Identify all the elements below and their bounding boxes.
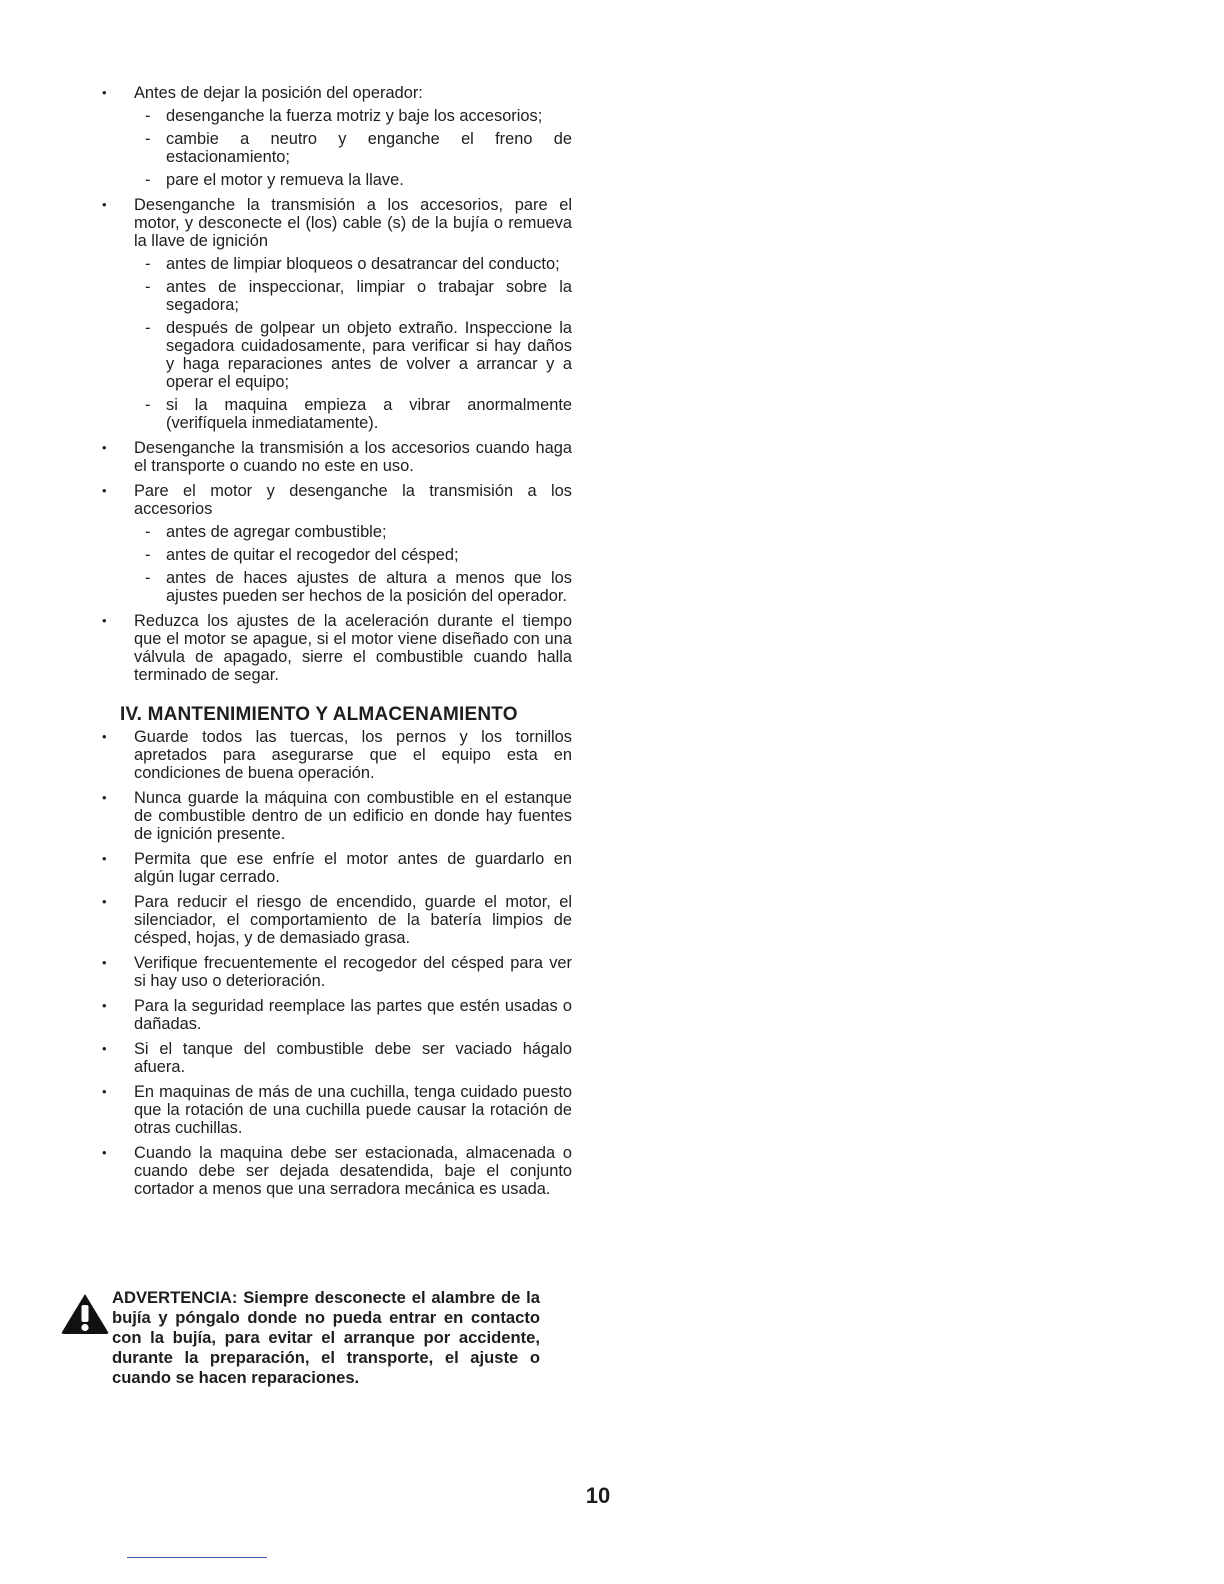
list-item-text: • Reduzca los ajustes de la aceleración durante el tiempo que el motor se apague, si el motor viene diseñado con una válvula de apagado, sierre el combustible cuando halla terminado de segar. bbox=[134, 612, 572, 684]
sub-list-item: - antes de haces ajustes de altura a menos que los ajustes pueden ser hechos de la posición del operador. bbox=[134, 569, 572, 605]
page-number: 10 bbox=[585, 1483, 611, 1508]
list-item: • Si el tanque del combustible debe ser vaciado hágalo afuera. bbox=[102, 1040, 572, 1076]
sub-list-item: - antes de inspeccionar, limpiar o trabajar sobre la segadora; bbox=[134, 278, 572, 314]
sub-list-item: - si la maquina empieza a vibrar anormalmente (verifíquela inmediatamente). bbox=[134, 396, 572, 432]
sub-list-item: - antes de agregar combustible; bbox=[134, 523, 572, 541]
list-item: • Permita que ese enfríe el motor antes de guardarlo en algún lugar cerrado. bbox=[102, 850, 572, 886]
sub-list-item: - después de golpear un objeto extraño. Inspeccione la segadora cuidadosamente, para verificar si hay daños y haga reparaciones antes de volver a arrancar y a operar el equipo; bbox=[134, 319, 572, 391]
sub-list-item: - desenganche la fuerza motriz y baje los accesorios; bbox=[134, 107, 572, 125]
sub-list-item: - antes de quitar el recogedor del césped; bbox=[134, 546, 572, 564]
divider bbox=[127, 1557, 267, 1558]
list-item-text: • Antes de dejar la posición del operador: bbox=[134, 84, 423, 102]
list-item: • Para reducir el riesgo de encendido, guarde el motor, el silenciador, el comportamiento de la batería limpios de césped, hojas, y de demasiado grasa. bbox=[102, 893, 572, 947]
sub-list bbox=[134, 107, 572, 189]
sub-list bbox=[134, 255, 572, 432]
list-item bbox=[102, 482, 572, 605]
list-item: • Nunca guarde la máquina con combustible en el estanque de combustible dentro de un edificio en donde hay fuentes de ignición presente. bbox=[102, 789, 572, 843]
safety-list bbox=[102, 84, 572, 684]
main-column bbox=[102, 84, 572, 1205]
list-item-text: • Pare el motor y desenganche la transmisión a los accesorios bbox=[134, 482, 572, 518]
sub-list-item: - cambie a neutro y enganche el freno de estacionamiento; bbox=[134, 130, 572, 166]
warning-text: ADVERTENCIA: Siempre desconecte el alambre de la bujía y póngalo donde no pueda entrar en contacto con la bujía, para evitar el arranque por accidente, durante la preparación, el transporte, el ajuste o cuando se hacen reparaciones. bbox=[112, 1288, 540, 1387]
list-item: • Verifique frecuentemente el recogedor del césped para ver si hay uso o deterioración. bbox=[102, 954, 572, 990]
list-item bbox=[102, 84, 572, 189]
sub-list bbox=[134, 523, 572, 605]
list-item bbox=[102, 439, 572, 475]
list-item bbox=[102, 612, 572, 684]
warning-block bbox=[60, 1288, 540, 1388]
section-heading: IV. MANTENIMIENTO Y ALMACENAMIENTO bbox=[120, 704, 518, 725]
list-item: • Guarde todos las tuercas, los pernos y los tornillos apretados para asegurarse que el equipo esta en condiciones de buena operación. bbox=[102, 728, 572, 782]
sub-list-item: - antes de limpiar bloqueos o desatrancar del conducto; bbox=[134, 255, 572, 273]
sub-list-item: - pare el motor y remueva la llave. bbox=[134, 171, 572, 189]
list-item: • En maquinas de más de una cuchilla, tenga cuidado puesto que la rotación de una cuchilla puede causar la rotación de otras cuchillas. bbox=[102, 1083, 572, 1137]
list-item: • Cuando la maquina debe ser estacionada, almacenada o cuando debe ser dejada desatendida, baje el conjunto cortador a menos que una serradora mecánica es usada. bbox=[102, 1144, 572, 1198]
list-item-text: • Desenganche la transmisión a los accesorios, pare el motor, y desconecte el (los) cable (s) de la bujía o remueva la llave de ignición bbox=[134, 196, 572, 250]
list-item-text: • Desenganche la transmisión a los accesorios cuando haga el transporte o cuando no este en uso. bbox=[134, 439, 572, 475]
maintenance-list bbox=[102, 728, 572, 1198]
list-item bbox=[102, 196, 572, 432]
list-item: • Para la seguridad reemplace las partes que estén usadas o dañadas. bbox=[102, 997, 572, 1033]
warning-triangle-icon bbox=[60, 1292, 110, 1336]
